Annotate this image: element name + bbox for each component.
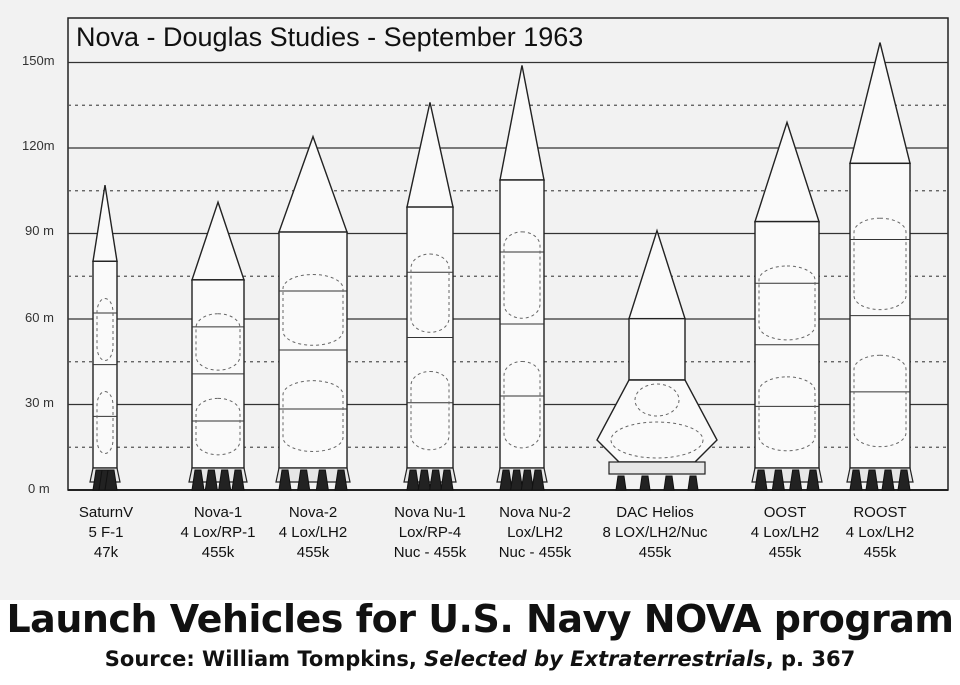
caption-source <box>0 647 960 671</box>
vehicle-label-saturn-v <box>46 503 166 563</box>
rocket-engine <box>640 476 650 490</box>
vehicle-thrust: Nuc - 455k <box>393 544 467 561</box>
vehicle-name: Nova-1 <box>193 504 243 521</box>
vehicle-thrust: 455k <box>296 544 330 561</box>
rocket-nose-cone <box>500 65 544 180</box>
vehicle-engines: 4 Lox/LH2 <box>750 524 820 541</box>
flared-base <box>597 380 717 462</box>
vehicle-thrust: 455k <box>638 544 672 561</box>
vehicle-label-nova-nu-1 <box>370 503 490 563</box>
vehicle-name: OOST <box>763 504 807 521</box>
vehicle-thrust: 455k <box>863 544 897 561</box>
vehicle-engines: 4 Lox/RP-1 <box>180 524 256 541</box>
vehicle-thrust: 455k <box>201 544 235 561</box>
caption-title: Launch Vehicles for U.S. Navy NOVA program <box>6 597 954 641</box>
y-axis-label-30: 30 m <box>25 395 54 410</box>
y-axis-label-0: 0 m <box>28 481 50 496</box>
rocket-engine <box>688 476 698 490</box>
vehicle-engines: Lox/RP-4 <box>398 524 462 541</box>
vehicle-thrust: 47k <box>93 544 119 561</box>
vehicle-label-roost <box>820 503 940 563</box>
vehicle-engines: 4 Lox/LH2 <box>845 524 915 541</box>
vehicle-thrust: 455k <box>768 544 802 561</box>
vehicle-name: ROOST <box>853 504 907 521</box>
rocket-body <box>629 319 685 380</box>
rocket-nose-cone <box>192 202 244 280</box>
vehicle-name: DAC Helios <box>616 504 694 521</box>
vehicle-engines: 5 F-1 <box>88 524 124 541</box>
vehicle-label-nova-nu-2 <box>475 503 595 563</box>
source-suffix: , p. 367 <box>765 647 856 671</box>
y-axis-label-90: 90 m <box>25 223 54 238</box>
rocket-nose-cone <box>407 102 453 207</box>
rocket-nose-cone <box>279 137 347 232</box>
rocket-engine <box>616 476 626 490</box>
source-prefix: Source: William Tompkins, <box>104 647 425 671</box>
y-axis-label-60: 60 m <box>25 310 54 325</box>
vehicle-engines: 8 LOX/LH2/Nuc <box>602 524 708 541</box>
vehicle-name: Nova Nu-2 <box>499 504 571 521</box>
vehicle-name: SaturnV <box>78 504 134 521</box>
vehicle-name: Nova Nu-1 <box>394 504 466 521</box>
y-axis-label-150: 150m <box>22 53 55 68</box>
source-book-title: Selected by Extraterrestrials <box>424 647 766 671</box>
y-axis-label-120: 120m <box>22 138 55 153</box>
rocket-nose-cone <box>629 231 685 319</box>
engine-skirt <box>609 462 705 474</box>
vehicle-thrust: Nuc - 455k <box>498 544 572 561</box>
rocket-engine <box>664 476 674 490</box>
rocket-nose-cone <box>755 122 819 221</box>
vehicle-name: Nova-2 <box>288 504 338 521</box>
vehicle-label-nova-2 <box>253 503 373 563</box>
rocket-nose-cone <box>850 43 910 164</box>
vehicle-label-dac-helios <box>595 503 715 563</box>
vehicle-engines: Lox/LH2 <box>507 524 563 541</box>
vehicle-engines: 4 Lox/LH2 <box>278 524 348 541</box>
diagram-title: Nova - Douglas Studies - September 1963 <box>76 22 584 52</box>
rocket-nose-cone <box>93 185 117 261</box>
